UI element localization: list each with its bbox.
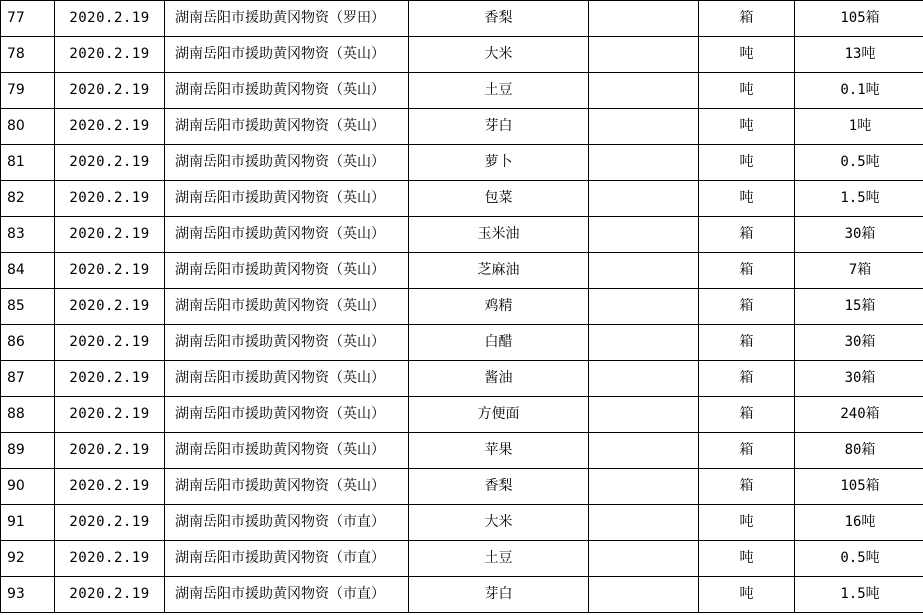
table-row xyxy=(1,1,923,37)
date-cell: 2020.2.19 xyxy=(55,469,165,505)
table-row xyxy=(1,361,923,397)
spec-cell xyxy=(589,469,699,505)
spec-cell xyxy=(589,109,699,145)
quantity-cell: 80箱 xyxy=(795,433,923,469)
table-row xyxy=(1,577,923,613)
item-cell: 鸡精 xyxy=(409,289,589,325)
source-cell: 湖南岳阳市援助黄冈物资（英山） xyxy=(165,217,409,253)
source-cell: 湖南岳阳市援助黄冈物资（英山） xyxy=(165,433,409,469)
source-cell: 湖南岳阳市援助黄冈物资（英山） xyxy=(165,37,409,73)
date-cell: 2020.2.19 xyxy=(55,505,165,541)
spec-cell xyxy=(589,325,699,361)
date-cell: 2020.2.19 xyxy=(55,1,165,37)
table-body xyxy=(1,1,923,613)
table-row xyxy=(1,541,923,577)
source-cell: 湖南岳阳市援助黄冈物资（英山） xyxy=(165,397,409,433)
table-row xyxy=(1,73,923,109)
spec-cell xyxy=(589,253,699,289)
row-number-cell: 81 xyxy=(1,145,55,181)
quantity-cell: 13吨 xyxy=(795,37,923,73)
row-number-cell: 89 xyxy=(1,433,55,469)
row-number-cell: 87 xyxy=(1,361,55,397)
quantity-cell: 1.5吨 xyxy=(795,181,923,217)
row-number-cell: 78 xyxy=(1,37,55,73)
spec-cell xyxy=(589,181,699,217)
spec-cell xyxy=(589,541,699,577)
row-number-cell: 88 xyxy=(1,397,55,433)
source-cell: 湖南岳阳市援助黄冈物资（英山） xyxy=(165,289,409,325)
item-cell: 苹果 xyxy=(409,433,589,469)
source-cell: 湖南岳阳市援助黄冈物资（市直） xyxy=(165,505,409,541)
table-row xyxy=(1,109,923,145)
date-cell: 2020.2.19 xyxy=(55,361,165,397)
spec-cell xyxy=(589,217,699,253)
unit-cell: 吨 xyxy=(699,37,795,73)
source-cell: 湖南岳阳市援助黄冈物资（英山） xyxy=(165,73,409,109)
date-cell: 2020.2.19 xyxy=(55,181,165,217)
source-cell: 湖南岳阳市援助黄冈物资（英山） xyxy=(165,361,409,397)
row-number-cell: 85 xyxy=(1,289,55,325)
source-cell: 湖南岳阳市援助黄冈物资（英山） xyxy=(165,253,409,289)
table-row xyxy=(1,289,923,325)
row-number-cell: 83 xyxy=(1,217,55,253)
date-cell: 2020.2.19 xyxy=(55,217,165,253)
date-cell: 2020.2.19 xyxy=(55,289,165,325)
row-number-cell: 92 xyxy=(1,541,55,577)
date-cell: 2020.2.19 xyxy=(55,433,165,469)
unit-cell: 箱 xyxy=(699,469,795,505)
table-row xyxy=(1,145,923,181)
row-number-cell: 93 xyxy=(1,577,55,613)
quantity-cell: 15箱 xyxy=(795,289,923,325)
spec-cell xyxy=(589,37,699,73)
row-number-cell: 79 xyxy=(1,73,55,109)
unit-cell: 箱 xyxy=(699,325,795,361)
row-number-cell: 90 xyxy=(1,469,55,505)
source-cell: 湖南岳阳市援助黄冈物资（市直） xyxy=(165,541,409,577)
date-cell: 2020.2.19 xyxy=(55,325,165,361)
row-number-cell: 80 xyxy=(1,109,55,145)
row-number-cell: 84 xyxy=(1,253,55,289)
unit-cell: 箱 xyxy=(699,433,795,469)
item-cell: 萝卜 xyxy=(409,145,589,181)
item-cell: 芝麻油 xyxy=(409,253,589,289)
source-cell: 湖南岳阳市援助黄冈物资（英山） xyxy=(165,145,409,181)
date-cell: 2020.2.19 xyxy=(55,37,165,73)
date-cell: 2020.2.19 xyxy=(55,253,165,289)
spec-cell xyxy=(589,1,699,37)
spec-cell xyxy=(589,361,699,397)
quantity-cell: 1吨 xyxy=(795,109,923,145)
spec-cell xyxy=(589,397,699,433)
table-row xyxy=(1,505,923,541)
item-cell: 芽白 xyxy=(409,109,589,145)
spec-cell xyxy=(589,505,699,541)
spec-cell xyxy=(589,577,699,613)
table-row xyxy=(1,397,923,433)
table-row xyxy=(1,181,923,217)
row-number-cell: 86 xyxy=(1,325,55,361)
quantity-cell: 0.5吨 xyxy=(795,145,923,181)
item-cell: 大米 xyxy=(409,505,589,541)
spec-cell xyxy=(589,73,699,109)
quantity-cell: 7箱 xyxy=(795,253,923,289)
unit-cell: 箱 xyxy=(699,397,795,433)
quantity-cell: 105箱 xyxy=(795,469,923,505)
spec-cell xyxy=(589,145,699,181)
quantity-cell: 0.1吨 xyxy=(795,73,923,109)
unit-cell: 箱 xyxy=(699,253,795,289)
table-row xyxy=(1,433,923,469)
date-cell: 2020.2.19 xyxy=(55,73,165,109)
unit-cell: 吨 xyxy=(699,109,795,145)
quantity-cell: 30箱 xyxy=(795,361,923,397)
unit-cell: 吨 xyxy=(699,505,795,541)
date-cell: 2020.2.19 xyxy=(55,109,165,145)
item-cell: 玉米油 xyxy=(409,217,589,253)
unit-cell: 吨 xyxy=(699,73,795,109)
source-cell: 湖南岳阳市援助黄冈物资（英山） xyxy=(165,469,409,505)
item-cell: 香梨 xyxy=(409,469,589,505)
unit-cell: 箱 xyxy=(699,361,795,397)
item-cell: 大米 xyxy=(409,37,589,73)
date-cell: 2020.2.19 xyxy=(55,541,165,577)
source-cell: 湖南岳阳市援助黄冈物资（英山） xyxy=(165,109,409,145)
item-cell: 方便面 xyxy=(409,397,589,433)
item-cell: 香梨 xyxy=(409,1,589,37)
source-cell: 湖南岳阳市援助黄冈物资（市直） xyxy=(165,577,409,613)
quantity-cell: 0.5吨 xyxy=(795,541,923,577)
item-cell: 土豆 xyxy=(409,73,589,109)
item-cell: 酱油 xyxy=(409,361,589,397)
row-number-cell: 77 xyxy=(1,1,55,37)
source-cell: 湖南岳阳市援助黄冈物资（英山） xyxy=(165,181,409,217)
item-cell: 白醋 xyxy=(409,325,589,361)
date-cell: 2020.2.19 xyxy=(55,577,165,613)
table-row xyxy=(1,37,923,73)
unit-cell: 吨 xyxy=(699,577,795,613)
unit-cell: 吨 xyxy=(699,541,795,577)
quantity-cell: 240箱 xyxy=(795,397,923,433)
unit-cell: 箱 xyxy=(699,217,795,253)
table-row xyxy=(1,253,923,289)
table-row xyxy=(1,469,923,505)
quantity-cell: 1.5吨 xyxy=(795,577,923,613)
date-cell: 2020.2.19 xyxy=(55,397,165,433)
unit-cell: 吨 xyxy=(699,145,795,181)
source-cell: 湖南岳阳市援助黄冈物资（英山） xyxy=(165,325,409,361)
spec-cell xyxy=(589,289,699,325)
quantity-cell: 16吨 xyxy=(795,505,923,541)
date-cell: 2020.2.19 xyxy=(55,145,165,181)
quantity-cell: 30箱 xyxy=(795,325,923,361)
unit-cell: 箱 xyxy=(699,1,795,37)
source-cell: 湖南岳阳市援助黄冈物资（罗田） xyxy=(165,1,409,37)
spec-cell xyxy=(589,433,699,469)
quantity-cell: 105箱 xyxy=(795,1,923,37)
item-cell: 包菜 xyxy=(409,181,589,217)
table-row xyxy=(1,217,923,253)
table-row xyxy=(1,325,923,361)
row-number-cell: 82 xyxy=(1,181,55,217)
unit-cell: 箱 xyxy=(699,289,795,325)
item-cell: 土豆 xyxy=(409,541,589,577)
unit-cell: 吨 xyxy=(699,181,795,217)
row-number-cell: 91 xyxy=(1,505,55,541)
item-cell: 芽白 xyxy=(409,577,589,613)
quantity-cell: 30箱 xyxy=(795,217,923,253)
